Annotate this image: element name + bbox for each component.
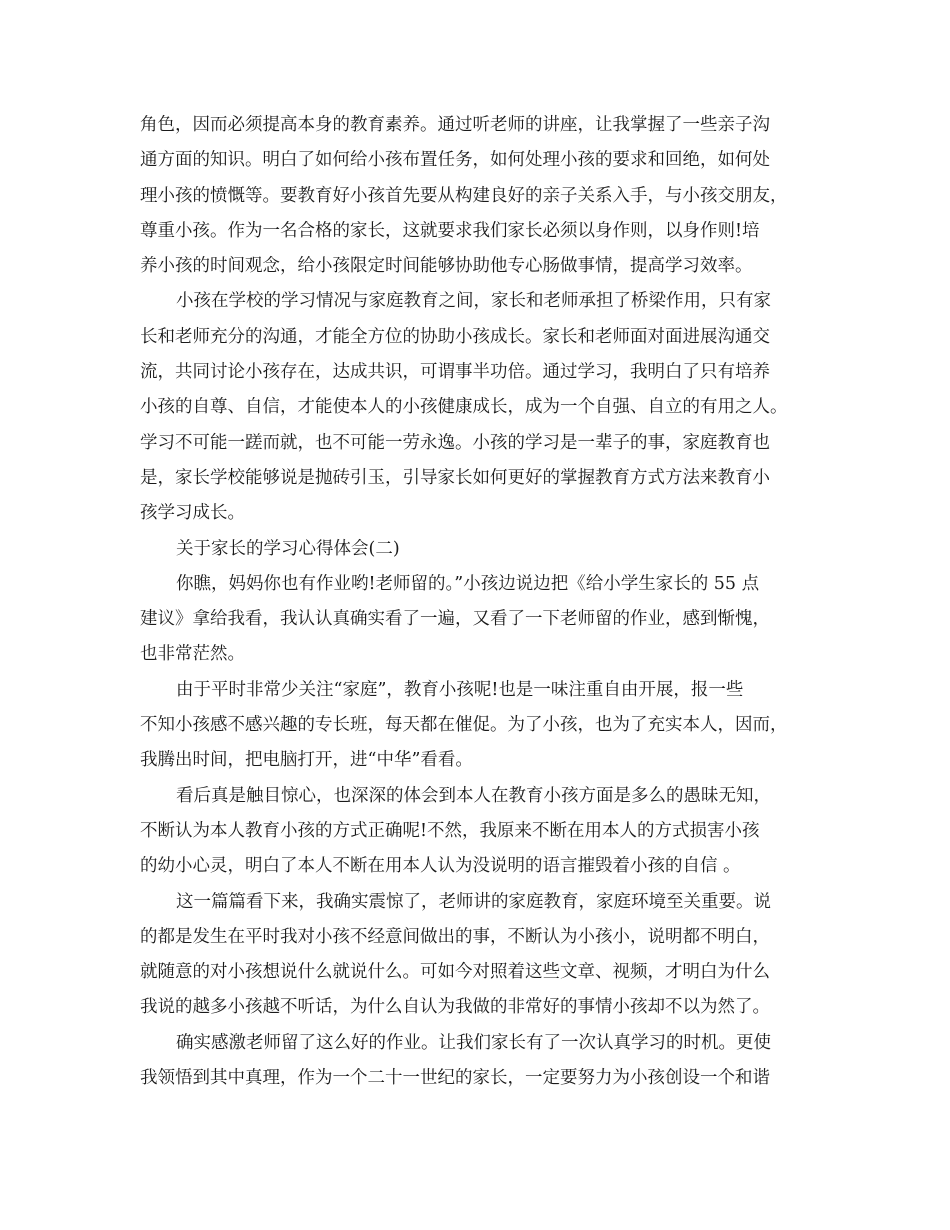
text-line: 是，家长学校能够说是抛砖引玉，引导家长如何更好的掌握教育方式方法来教育小 xyxy=(140,467,770,488)
text-line: 的都是发生在平时我对小孩不经意间做出的事，不断认为小孩小，说明都不明白， xyxy=(140,926,770,947)
text-line: 孩学习成长。 xyxy=(140,503,245,524)
text-line: 就随意的对小孩想说什么就说什么。可如今对照着这些文章、视频，才明白为什么 xyxy=(140,962,770,983)
text-line: 理小孩的愤慨等。要教育好小孩首先要从构建良好的亲子关系入手，与小孩交朋友， xyxy=(140,185,788,206)
text-line: 建议》拿给我看，我认认真确实看了一遍，又看了一下老师留的作业，感到惭愧， xyxy=(140,609,770,630)
text-line: 我领悟到其中真理，作为一个二十一世纪的家长，一定要努力为小孩创设一个和谐 xyxy=(140,1068,770,1089)
text-line: 学习不可能一蹉而就，也不可能一劳永逸。小孩的学习是一辈子的事，家庭教育也 xyxy=(140,432,770,453)
text-line: 你瞧，妈妈你也有作业哟!老师留的。”小孩边说边把《给小学生家长的 55 点 xyxy=(176,573,760,594)
text-line: 通方面的知识。明白了如何给小孩布置任务，如何处理小孩的要求和回绝，如何处 xyxy=(140,150,770,171)
text-line: 养小孩的时间观念，给小孩限定时间能够协助他专心肠做事情，提高学习效率。 xyxy=(140,256,753,277)
text-line: 的幼小心灵，明白了本人不断在用本人认为没说明的语言摧毁着小孩的自信 。 xyxy=(140,856,741,877)
document-body xyxy=(140,108,830,1096)
text-line: 小孩的自尊、自信，才能使本人的小孩健康成长，成为一个自强、自立的有用之人。 xyxy=(140,397,788,418)
text-line: 看后真是触目惊心，也深深的体会到本人在教育小孩方面是多么的愚昧无知， xyxy=(176,785,771,806)
text-line: 流，共同讨论小孩存在，达成共识，可谓事半功倍。通过学习，我明白了只有培养 xyxy=(140,362,770,383)
text-line: 这一篇篇看下来，我确实震惊了，老师讲的家庭教育，家庭环境至关重要。说 xyxy=(176,891,771,912)
text-line: 不断认为本人教育小孩的方式正确呢!不然，我原来不断在用本人的方式损害小孩 xyxy=(140,820,760,841)
text-line: 确实感激老师留了这么好的作业。让我们家长有了一次认真学习的时机。更使 xyxy=(176,1032,771,1053)
text-line: 长和老师充分的沟通，才能全方位的协助小孩成长。家长和老师面对面进展沟通交 xyxy=(140,326,770,347)
text-line: 也非常茫然。 xyxy=(140,644,245,665)
text-line: 我腾出时间，把电脑打开，进“中华”看看。 xyxy=(140,750,473,771)
text-line: 我说的越多小孩越不听话，为什么自认为我做的非常好的事情小孩却不以为然了。 xyxy=(140,997,770,1018)
text-line: 不知小孩感不感兴趣的专长班，每天都在催促。为了小孩，也为了充实本人，因而， xyxy=(140,715,788,736)
text-line: 角色，因而必须提高本身的教育素养。通过听老师的讲座，让我掌握了一些亲子沟 xyxy=(140,115,770,135)
text-line: 尊重小孩。作为一名合格的家长，这就要求我们家长必须以身作则，以身作则!培 xyxy=(140,220,760,241)
text-line: 关于家长的学习心得体会(二) xyxy=(176,538,400,559)
text-line: 小孩在学校的学习情况与家庭教育之间，家长和老师承担了桥梁作用，只有家 xyxy=(176,291,771,312)
text-line: 由于平时非常少关注“家庭”，教育小孩呢!也是一味注重自由开展，报一些 xyxy=(176,679,744,700)
